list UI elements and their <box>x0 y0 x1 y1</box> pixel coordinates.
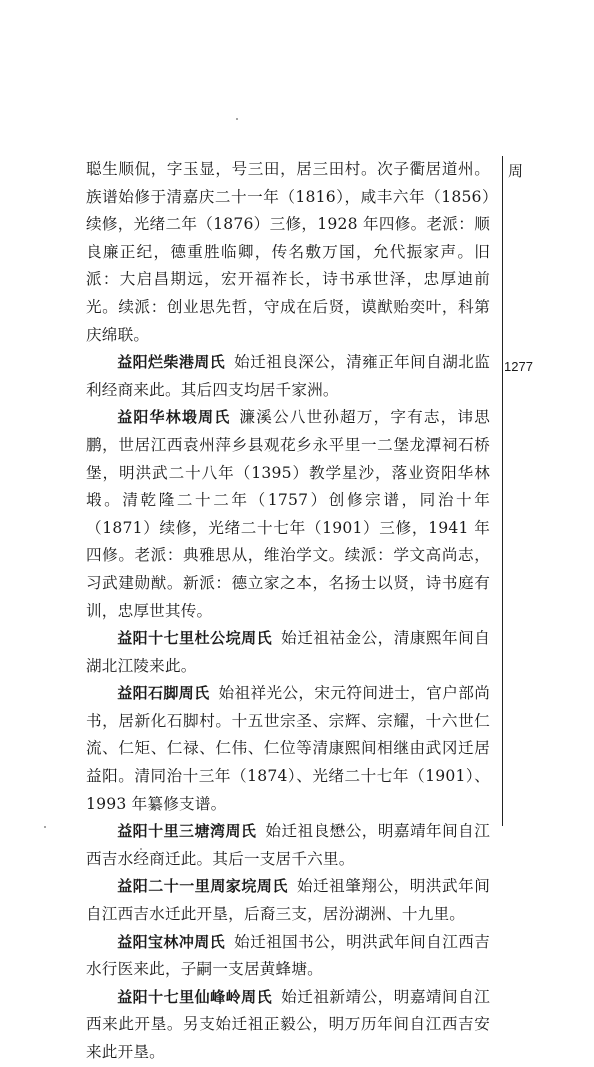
genealogy-entries <box>86 156 490 1067</box>
clan-name: 益阳十七里杜公垸周氏 <box>117 629 273 648</box>
entry-paragraph <box>86 680 490 818</box>
entry-text: 始迁祖良懋公，明嘉靖年间自江西吉水经商迁此。其后一支居千六里。 <box>86 822 490 868</box>
clan-name: 益阳宝林冲周氏 <box>117 932 226 951</box>
clan-name: 益阳烂柴港周氏 <box>117 353 226 372</box>
page-number: 1277 <box>504 359 533 374</box>
entry-text: 濂溪公八世孙超万，字有志，讳思鹏，世居江西袁州萍乡县观花乡永平里一二堡龙潭祠石桥堡，明洪武二十八年（1395）教学星沙，落业资阳华林塅。清乾隆二十二年（1757）创修宗谱，同治十年（1871）续修，光绪二十七年（1901）三修，1941 年四修。老派：典雅思从，维治学文。续派：学文高尚志，习武建勋猷。新派：德立家之本，名扬士以贤，诗书庭有训，忠厚世其传。 <box>86 408 490 620</box>
scan-speck <box>236 118 238 120</box>
entry-paragraph <box>86 625 490 680</box>
entry-text: 始迁祖国书公，明洪武年间自江西吉水行医来此，子嗣一支居黄蜂塘。 <box>86 932 491 979</box>
clan-name: 益阳石脚周氏 <box>117 684 210 703</box>
entry-text: 始迁祖良深公，清雍正年间自湖北监利经商来此。其后四支均居千家洲。 <box>86 353 491 399</box>
entry-paragraph <box>86 929 490 984</box>
margin-rule <box>502 156 503 826</box>
entry-text: 始祖祥光公，宋元符间进士，官户部尚书，居新化石脚村。十五世宗圣、宗辉、宗耀，十六世仁流、仁矩、仁禄、仁伟、仁位等清康熙间相继由武冈迁居益阳。清同治十三年（1874）、光绪二十七年（1901）、1993 年纂修支谱。 <box>86 684 490 813</box>
clan-name: 益阳十里三塘湾周氏 <box>117 822 257 841</box>
scan-speck <box>140 848 142 850</box>
entry-paragraph-continuation <box>86 156 490 349</box>
entry-paragraph <box>86 818 490 873</box>
entry-text: 始迁祖肇翔公，明洪武年间自江西吉水迁此开垦，后裔三支，居汾湖洲、十九里。 <box>86 877 491 924</box>
clan-name: 益阳十七里仙峰岭周氏 <box>117 987 273 1006</box>
entry-paragraph <box>86 404 490 625</box>
clan-name: 益阳华林塅周氏 <box>117 408 231 427</box>
entry-text: 始迁祖新靖公，明嘉靖间自江西来此开垦。另支始迁祖正毅公，明万历年间自江西吉安来此开垦。 <box>86 987 490 1061</box>
entry-paragraph <box>86 349 490 404</box>
clan-name: 益阳二十一里周家垸周氏 <box>117 877 288 896</box>
running-head-surname: 周 <box>508 162 524 180</box>
entry-text: 聪生顺侃，字玉显，号三田，居三田村。次子衢居道州。族谱始修于清嘉庆二十一年（1816），咸丰六年（1856）续修，光绪二年（1876）三修，1928 年四修。老派：顺良廉正纪，德重胜临卿，传名敷万国，允代振家声。旧派：大启昌期远，宏开福祚长，诗书承世泽，忠厚迪前光。续派：创业思先哲，守成在后贤，谟猷贻奕叶，科第庆绵联。 <box>86 160 490 344</box>
scan-speck <box>44 826 46 828</box>
entry-paragraph <box>86 984 490 1067</box>
entry-text: 始迁祖祜金公，清康熙年间自湖北江陵来此。 <box>86 629 490 675</box>
entry-paragraph <box>86 873 490 928</box>
